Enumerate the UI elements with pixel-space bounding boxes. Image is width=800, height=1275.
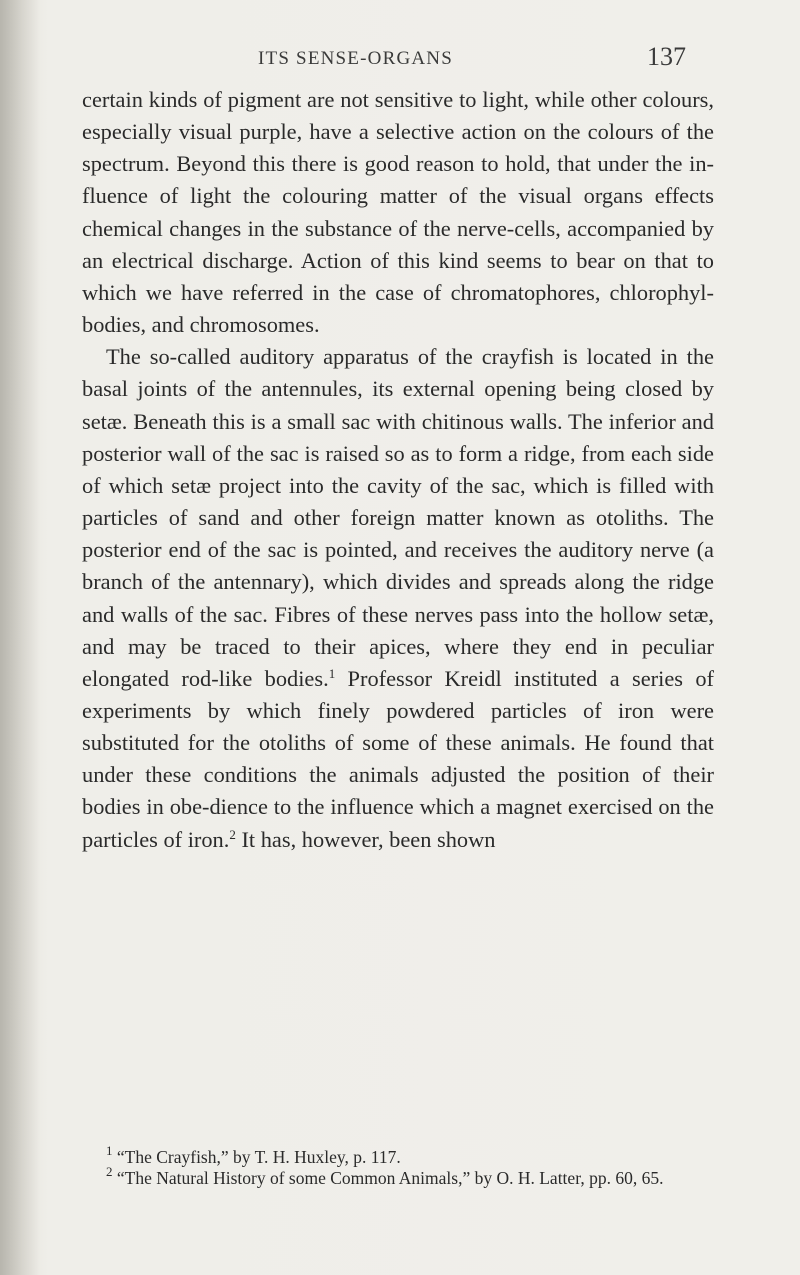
footnote-1-text: “The Crayfish,” by T. H. Huxley, p. 117.	[112, 1147, 401, 1167]
paragraph-1	[82, 84, 714, 341]
paragraph-2	[82, 341, 714, 856]
paragraph-2-text-b: Professor Kreidl instituted a series of experiments by which finely powdered particles of iron were substituted for the otoliths of some of these animals. He found that under these conditions the animals adjusted the position of their bodies in obe-dience to the influence which a magnet exercised on the particles of iron.	[82, 665, 714, 852]
footnotes	[82, 1143, 714, 1189]
footnote-1-mark: 1	[106, 1143, 113, 1158]
paragraph-2-text-c: It has, however, been shown	[235, 826, 496, 852]
footnote-ref-1: 1	[328, 665, 336, 681]
footnote-2-text: “The Natural History of some Common Animals,” by O. H. Latter, pp. 60, 65.	[112, 1168, 664, 1188]
footnote-1	[82, 1143, 714, 1168]
paragraph-2-text-a: The so-called auditory apparatus of the crayfish is located in the basal joints of the antennules, its external opening being closed by setæ. Beneath this is a small sac with chitinous walls. The inferior and posterior wall of the sac is raised so as to form a ridge, from each side of which setæ project into the cavity of the sac, which is filled with particles of sand and other foreign matter known as otoliths. The posterior end of the sac is pointed, and receives the auditory nerve (a branch of the antennary), which divides and spreads along the ridge and walls of the sac. Fibres of these nerves pass into the hollow setæ, and may be traced to their apices, where they end in peculiar elongated rod-like bodies.	[82, 344, 714, 691]
paragraph-1-text: certain kinds of pigment are not sensitive to light, while other colours, especially visual purple, have a selective action on the colours of the spectrum. Beyond this there is good reason to hold, that under the in-fluence of light the colouring matter of the visual organs effects chemical changes in the substance of the nerve-cells, accompanied by an electrical discharge. Action of this kind seems to bear on that to which we have referred in the case of chromatophores, chlorophyl-bodies, and chromosomes.	[82, 87, 714, 338]
body-text	[82, 84, 714, 856]
running-head: ITS SENSE-ORGANS	[258, 48, 453, 69]
footnote-2	[82, 1164, 714, 1189]
page-number: 137	[647, 42, 686, 71]
page-header	[0, 38, 800, 74]
footnote-2-mark: 2	[106, 1164, 113, 1179]
page-gutter-shadow	[0, 0, 40, 1275]
footnote-ref-2: 2	[229, 826, 236, 842]
